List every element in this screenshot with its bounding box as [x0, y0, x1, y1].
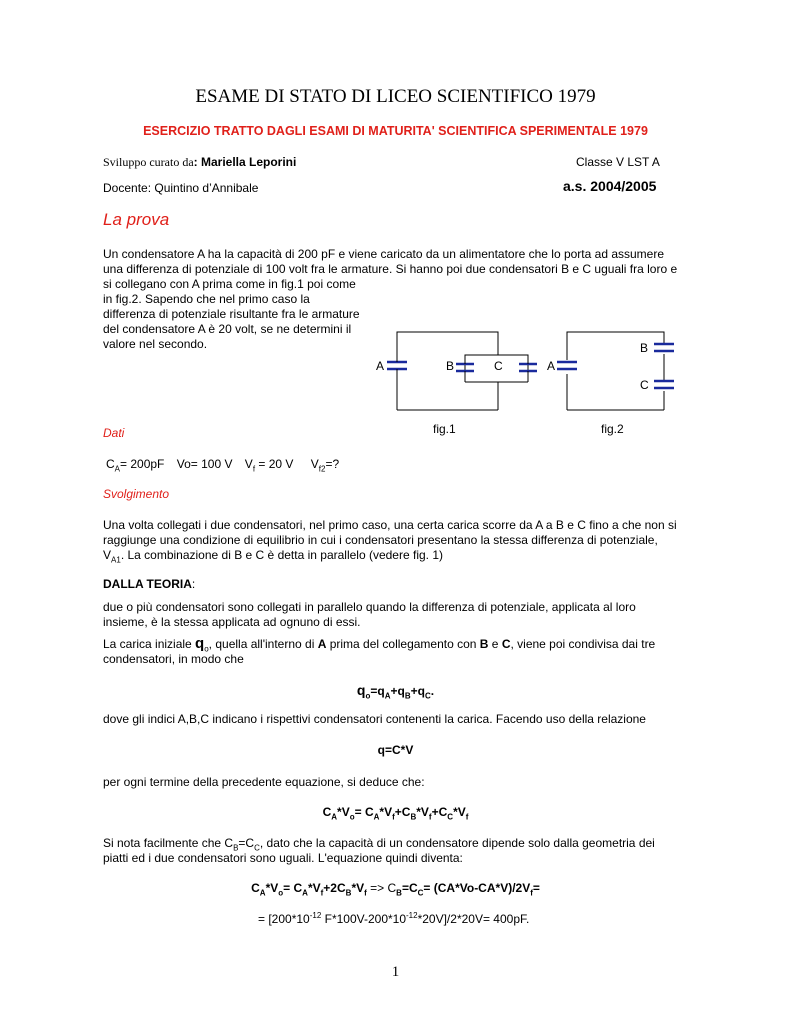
eq5-exp2: -12	[406, 911, 418, 920]
dati-values	[106, 457, 339, 472]
eq4-p: +2C	[323, 881, 346, 895]
eq4-v1: *V	[265, 881, 279, 895]
label-a-fig1: A	[376, 359, 385, 373]
eq1-p1: +q	[390, 684, 405, 698]
intro-line-7: valore nel secondo.	[103, 337, 208, 351]
eq3-c1: C	[322, 805, 332, 819]
svolgimento-label: Svolgimento	[103, 487, 170, 501]
eq4-eq: = C	[283, 881, 303, 895]
equation-numeric	[258, 912, 529, 927]
teoria-line-1: due o più condensatori sono collegati in parallelo quando la differenza di potenziale, applicata al loro	[103, 600, 636, 614]
intro-line-2: una differenza di potenziale di 100 volt fra le armature. Si hanno poi due condensatori B e C uguali fra loro e	[103, 262, 678, 276]
eq4-f2: f	[320, 888, 324, 898]
school-year: a.s. 2004/2005	[563, 178, 657, 194]
nota-text-a: Si nota facilmente che C	[103, 836, 234, 850]
nota-line-2: piatti ed i due condensatori sono uguali. L'equazione quindi diventa:	[103, 851, 463, 865]
eq4-arrow: => C	[366, 881, 397, 895]
dati-label: Dati	[103, 426, 125, 440]
eq3-eq: = C	[354, 805, 374, 819]
author-line	[103, 155, 296, 170]
intro-line-6: del condensatore A è 20 volt, se ne determini il	[103, 322, 352, 336]
intro-line-3: si collegano con A prima come in fig.1 poi come	[103, 277, 356, 291]
eq4-f4: f	[530, 888, 533, 898]
eq5-b: F*100V-200*10	[321, 912, 407, 926]
dati-vf2: V	[310, 457, 319, 471]
eq3-b: B	[410, 812, 417, 822]
carica-q: q	[195, 635, 205, 652]
carica-text-d: , viene poi condivisa dai tre	[510, 637, 656, 651]
class-label: Classe V LST A	[576, 155, 660, 169]
label-b-fig2: B	[640, 341, 649, 355]
carica-text-a: La carica iniziale	[103, 637, 196, 651]
author-name: : Mariella Leporini	[193, 155, 297, 169]
eq3-p1: +C	[394, 805, 411, 819]
eq5-exp1: -12	[309, 911, 322, 920]
eq4-eqc: =C	[401, 881, 418, 895]
equation-q-cv: q=C*V	[377, 743, 414, 757]
carica-b: B	[479, 637, 489, 651]
equation-solution	[0, 881, 791, 896]
nota-c: C	[254, 843, 260, 853]
label-c-fig1: C	[494, 359, 503, 373]
teoria-heading	[103, 577, 195, 592]
eq3-f2: f	[392, 812, 395, 822]
dati-vf2-sub: f2	[318, 464, 326, 474]
eq3-a2: A	[373, 812, 380, 822]
equation-capacitance-sum	[0, 805, 791, 820]
eq4-c1: C	[251, 881, 260, 895]
label-c-fig2: C	[640, 378, 649, 392]
fig1-caption: fig.1	[433, 422, 456, 436]
dati-vo: Vo= 100 V	[176, 457, 233, 471]
dati-vf-sub: f	[252, 464, 256, 474]
eq3-f4: f	[465, 812, 469, 822]
nota-b: B	[233, 843, 239, 853]
carica-a: A	[317, 637, 327, 651]
eq1-p2: +q	[410, 684, 425, 698]
eq1-end: .	[430, 684, 435, 698]
eq4-a2: A	[302, 888, 308, 898]
capacitor-a-fig2	[557, 362, 577, 369]
carica-text-b: , quella all'interno di	[208, 637, 318, 651]
teoria-line-2: insieme, è la stessa applicata ad ognuno di essi.	[103, 615, 361, 629]
teoria-label: DALLA TEORIA	[103, 577, 192, 591]
eq5-c: *20V]/2*20V= 400pF.	[417, 912, 530, 926]
eq4-tail: =	[532, 881, 540, 895]
carica-q-sub: o	[204, 644, 209, 654]
eq3-c: C	[447, 812, 454, 822]
eq4-f3: f	[364, 888, 367, 898]
p1-v: V	[103, 548, 112, 562]
p1-line-2: raggiunge una condizione di equilibrio in cui i condensatori presentano la stessa differenza di potenziale,	[103, 533, 658, 547]
eq4-b: B	[345, 888, 352, 898]
eq3-p2: +C	[431, 805, 448, 819]
eq3-a1: A	[331, 812, 338, 822]
carica-line-2: condensatori, in modo che	[103, 652, 244, 666]
eq3-v1: *V	[337, 805, 350, 819]
eq1-b: B	[404, 691, 411, 701]
dove-line: dove gli indici A,B,C indicano i rispettivi condensatori contenenti la carica. Facendo uso della relazione	[103, 712, 646, 726]
circuit-figures	[370, 300, 700, 440]
label-b-fig1: B	[446, 359, 455, 373]
eq1-a: A	[384, 691, 391, 701]
eq4-rhs: = (CA*Vo-CA*V)/2V	[423, 881, 531, 895]
eq4-b2: B	[396, 888, 402, 898]
document-subtitle: ESERCIZIO TRATTO DAGLI ESAMI DI MATURITA' SCIENTIFICA SPERIMENTALE 1979	[143, 124, 648, 138]
eq1-mid: =q	[370, 684, 385, 698]
intro-line-4: in fig.2. Sapendo che nel primo caso la	[103, 292, 310, 306]
carica-c: C	[501, 637, 511, 651]
capacitor-c-fig2	[654, 381, 674, 388]
page-number: 1	[391, 964, 400, 980]
document-title: ESAME DI STATO DI LICEO SCIENTIFICO 1979	[195, 86, 596, 107]
dati-vf: V	[244, 457, 253, 471]
label-a-fig2: A	[547, 359, 556, 373]
intro-line-5: differenza di potenziale risultante fra le armature	[103, 307, 360, 321]
p1-line-1: Una volta collegati i due condensatori, nel primo caso, una certa carica scorre da A a B e C fino a che non si	[103, 518, 677, 532]
dati-vf-value: = 20 V	[255, 457, 294, 471]
nota-text-b: , dato che la capacità di un condensatore dipende solo dalla geometria dei	[259, 836, 655, 850]
capacitor-a-fig1	[387, 362, 407, 369]
figure-2-circuit	[567, 332, 664, 410]
carica-text-c: prima del collegamento con	[326, 637, 480, 651]
equation-charge-sum	[0, 683, 791, 699]
eq4-v3: *V	[351, 881, 365, 895]
section-title: La prova	[103, 210, 170, 229]
carica-e: e	[488, 637, 502, 651]
eq4-c2: C	[417, 888, 424, 898]
fig2-caption: fig.2	[601, 422, 624, 436]
nota-line-1	[103, 836, 655, 851]
eq1-o: o	[365, 691, 371, 701]
eq1-c: C	[424, 691, 431, 701]
eq3-f3: f	[428, 812, 432, 822]
dati-ca-sub: A	[114, 464, 121, 474]
dati-ca-value: = 200pF	[120, 457, 165, 471]
teacher-label: Docente: Quintino d’Annibale	[103, 181, 259, 195]
carica-line-1	[103, 636, 655, 652]
eq1-q: q	[356, 682, 366, 698]
p1-line-3-text: . La combinazione di B e C è detta in parallelo (vedere fig. 1)	[120, 548, 443, 562]
intro-line-1: Un condensatore A ha la capacità di 200 pF e viene caricato da un alimentatore che lo porta ad assumere	[103, 247, 665, 261]
p1-v-sub: A1	[111, 555, 121, 565]
nota-eq: =C	[238, 836, 255, 850]
capacitor-b-fig2	[654, 344, 674, 351]
p1-line-3	[103, 548, 443, 563]
dati-ca: C	[106, 457, 115, 471]
author-prefix: Sviluppo curato da	[103, 155, 194, 169]
eq3-o1: o	[349, 812, 355, 822]
eq4-a1: A	[259, 888, 266, 898]
eq4-o1: o	[278, 888, 284, 898]
per-ogni-line: per ogni termine della precedente equazione, si deduce che:	[103, 775, 425, 789]
eq5-a: = [200*10	[258, 912, 310, 926]
eq3-v3: *V	[416, 805, 429, 819]
eq3-v4: *V	[453, 805, 466, 819]
eq4-v2: *V	[307, 881, 321, 895]
teoria-colon: :	[191, 577, 196, 591]
dati-vf2-value: =?	[325, 457, 340, 471]
eq3-v2: *V	[379, 805, 393, 819]
